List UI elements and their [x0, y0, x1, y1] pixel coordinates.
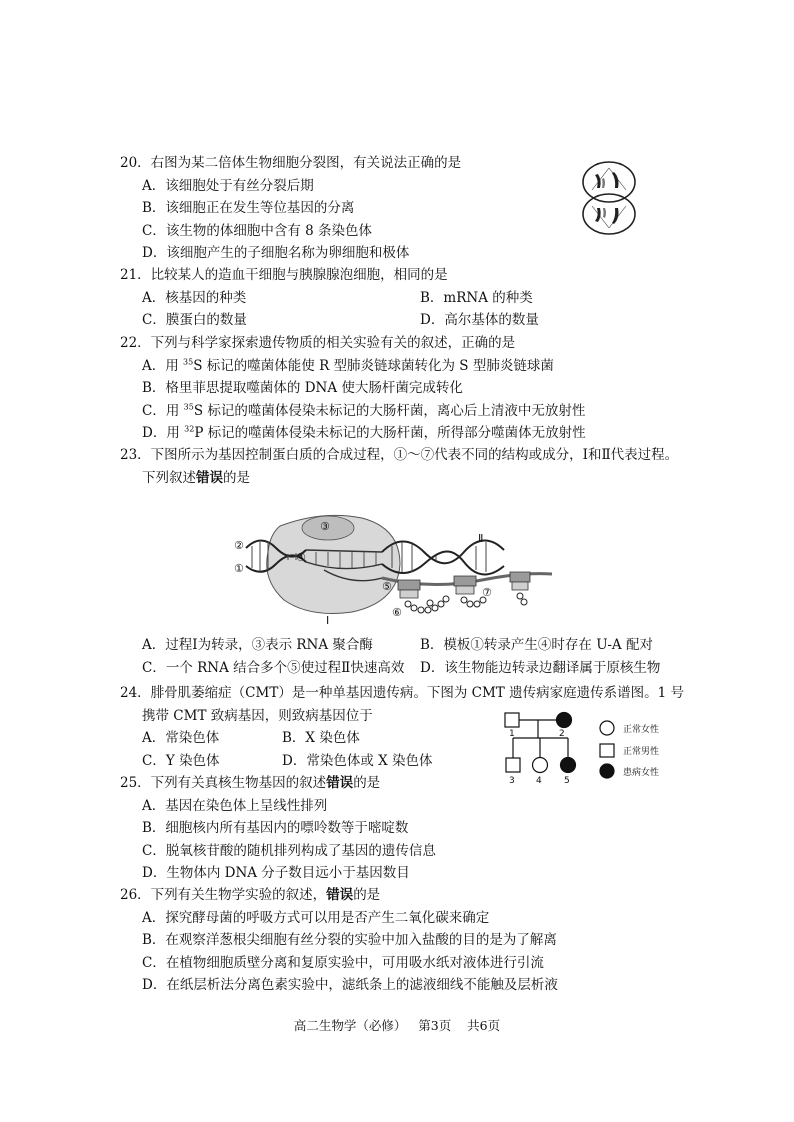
question-20-option-c: C．该生物的体细胞中含有 8 条染色体 — [142, 222, 373, 239]
figure-label-I: Ⅰ — [326, 614, 330, 626]
pedigree-number-1: 1 — [509, 729, 515, 739]
figure-label-1: ① — [234, 562, 244, 575]
question-24-stem-line1: 24．腓骨肌萎缩症（CMT）是一种单基因遗传病。下图为 CMT 遗传病家庭遗传系谱图。1 号 — [120, 685, 684, 701]
question-26-option-b: B．在观察洋葱根尖细胞有丝分裂的实验中加入盐酸的目的是为了解离 — [142, 932, 557, 948]
page-footer: 高二生物学（必修） 第3页 共6页 — [293, 1018, 501, 1033]
question-23-stem-line1: 23．下图所示为基因控制蛋白质的合成过程，①～⑦代表不同的结构或成分，Ⅰ和Ⅱ代表过程。 — [120, 447, 679, 463]
legend-affected-female: 患病女性 — [623, 768, 660, 778]
pedigree-male-3 — [506, 758, 520, 772]
question-22-stem: 22．下列与科学家探索遗传物质的相关实验有关的叙述，正确的是 — [120, 335, 516, 351]
figure-label-II: Ⅱ — [478, 532, 484, 545]
figure-label-4: ④ — [296, 551, 306, 564]
question-25-option-c: C．脱氧核苷酸的随机排列构成了基因的遗传信息 — [142, 842, 436, 859]
legend-normal-female-symbol — [600, 721, 614, 735]
figure-label-6: ⑥ — [392, 606, 402, 619]
question-26-option-c: C．在植物细胞质壁分离和复原实验中，可用吸水纸对液体进行引流 — [142, 954, 544, 971]
pedigree-female-4 — [533, 758, 548, 773]
question-22-option-a: A．用 $^{35}$S 标记的噬菌体能使 R 型肺炎链球菌转化为 S 型肺炎链球菌 — [142, 357, 554, 374]
question-23-stem-line2: 下列叙述错误的是 — [142, 469, 250, 486]
question-23-option-b: B．模板①转录产生④时存在 U-A 配对 — [420, 637, 653, 653]
pedigree-number-5: 5 — [564, 776, 570, 786]
question-25 — [120, 772, 720, 885]
cell-division-figure — [578, 160, 640, 236]
question-21-option-d: D．高尔基体的数量 — [420, 312, 539, 328]
legend-normal-female: 正常女性 — [623, 725, 660, 735]
figure-label-7: ⑦ — [482, 586, 492, 599]
question-20-option-a: A．该细胞处于有丝分裂后期 — [142, 177, 314, 194]
question-21 — [120, 264, 720, 332]
question-26-option-d: D．在纸层析法分离色素实验中，滤纸条上的滤液细线不能触及层析液 — [142, 977, 558, 993]
figure-label-3: ③ — [320, 520, 330, 533]
pedigree-number-4: 4 — [536, 776, 542, 786]
question-20-stem: 20．右图为某二倍体生物细胞分裂图，有关说法正确的是 — [120, 155, 462, 171]
pedigree-number-2: 2 — [559, 729, 565, 739]
question-23-option-c: C．一个 RNA 结合多个⑤使过程Ⅱ快速高效 — [142, 659, 405, 676]
question-26-stem: 26．下列有关生物学实验的叙述，错误的是 — [120, 887, 381, 903]
question-26-option-a: A．探究酵母菌的呼吸方式可以用是否产生二氧化碳来确定 — [142, 909, 490, 926]
question-24-stem-line2: 携带 CMT 致病基因，则致病基因位于 — [142, 707, 373, 724]
question-22-option-b: B．格里菲思提取噬菌体的 DNA 使大肠杆菌完成转化 — [142, 380, 463, 396]
pedigree-affected-female-5 — [561, 758, 576, 773]
question-24-option-d: D．常染色体或 X 染色体 — [282, 752, 433, 769]
question-24-option-a: A．常染色体 — [142, 730, 220, 746]
question-25-stem: 25．下列有关真核生物基因的叙述错误的是 — [120, 775, 381, 791]
question-25-option-b: B．细胞核内所有基因内的嘌呤数等于嘧啶数 — [142, 820, 409, 836]
question-25-option-a: A．基因在染色体上呈线性排列 — [142, 797, 328, 814]
legend-normal-male-symbol — [600, 744, 614, 757]
question-25-option-d: D．生物体内 DNA 分子数目远小于基因数目 — [142, 865, 410, 881]
question-21-option-b: B．mRNA 的种类 — [420, 289, 533, 306]
question-24-option-b: B．X 染色体 — [282, 730, 360, 746]
question-23-option-d: D．该生物能边转录边翻译属于原核生物 — [420, 659, 661, 676]
pedigree-male-1 — [505, 713, 519, 727]
question-23-options — [120, 634, 720, 679]
question-21-stem: 21．比较某人的造血干细胞与胰腺腺泡细胞，相同的是 — [120, 267, 448, 283]
question-21-options — [120, 287, 720, 332]
question-23-option-a: A．过程Ⅰ为转录，③表示 RNA 聚合酶 — [142, 637, 373, 653]
question-20-option-d: D．该细胞产生的子细胞名称为卵细胞和极体 — [142, 245, 410, 261]
question-21-option-a: A．核基因的种类 — [142, 289, 247, 306]
question-20-option-b: B．该细胞正在发生等位基因的分离 — [142, 200, 355, 216]
pedigree-affected-female-2 — [557, 713, 572, 728]
question-23 — [120, 444, 720, 489]
question-21-option-c: C．膜蛋白的数量 — [142, 312, 247, 328]
question-22-option-d: D．用 $^{32}$P 标记的噬菌体侵染未标记的大肠杆菌，所得部分噬菌体无放射性 — [142, 424, 586, 441]
question-26 — [120, 884, 720, 997]
question-22-option-c: C．用 $^{35}$S 标记的噬菌体侵染未标记的大肠杆菌，离心后上清液中无放射性 — [142, 402, 586, 419]
figure-label-5: ⑤ — [382, 580, 392, 593]
question-22 — [120, 332, 720, 445]
question-24-option-c: C．Y 染色体 — [142, 752, 220, 769]
gene-expression-figure — [232, 508, 568, 626]
pedigree-number-3: 3 — [509, 776, 515, 786]
legend-normal-male: 正常男性 — [623, 747, 660, 757]
figure-label-2: ② — [234, 539, 244, 552]
